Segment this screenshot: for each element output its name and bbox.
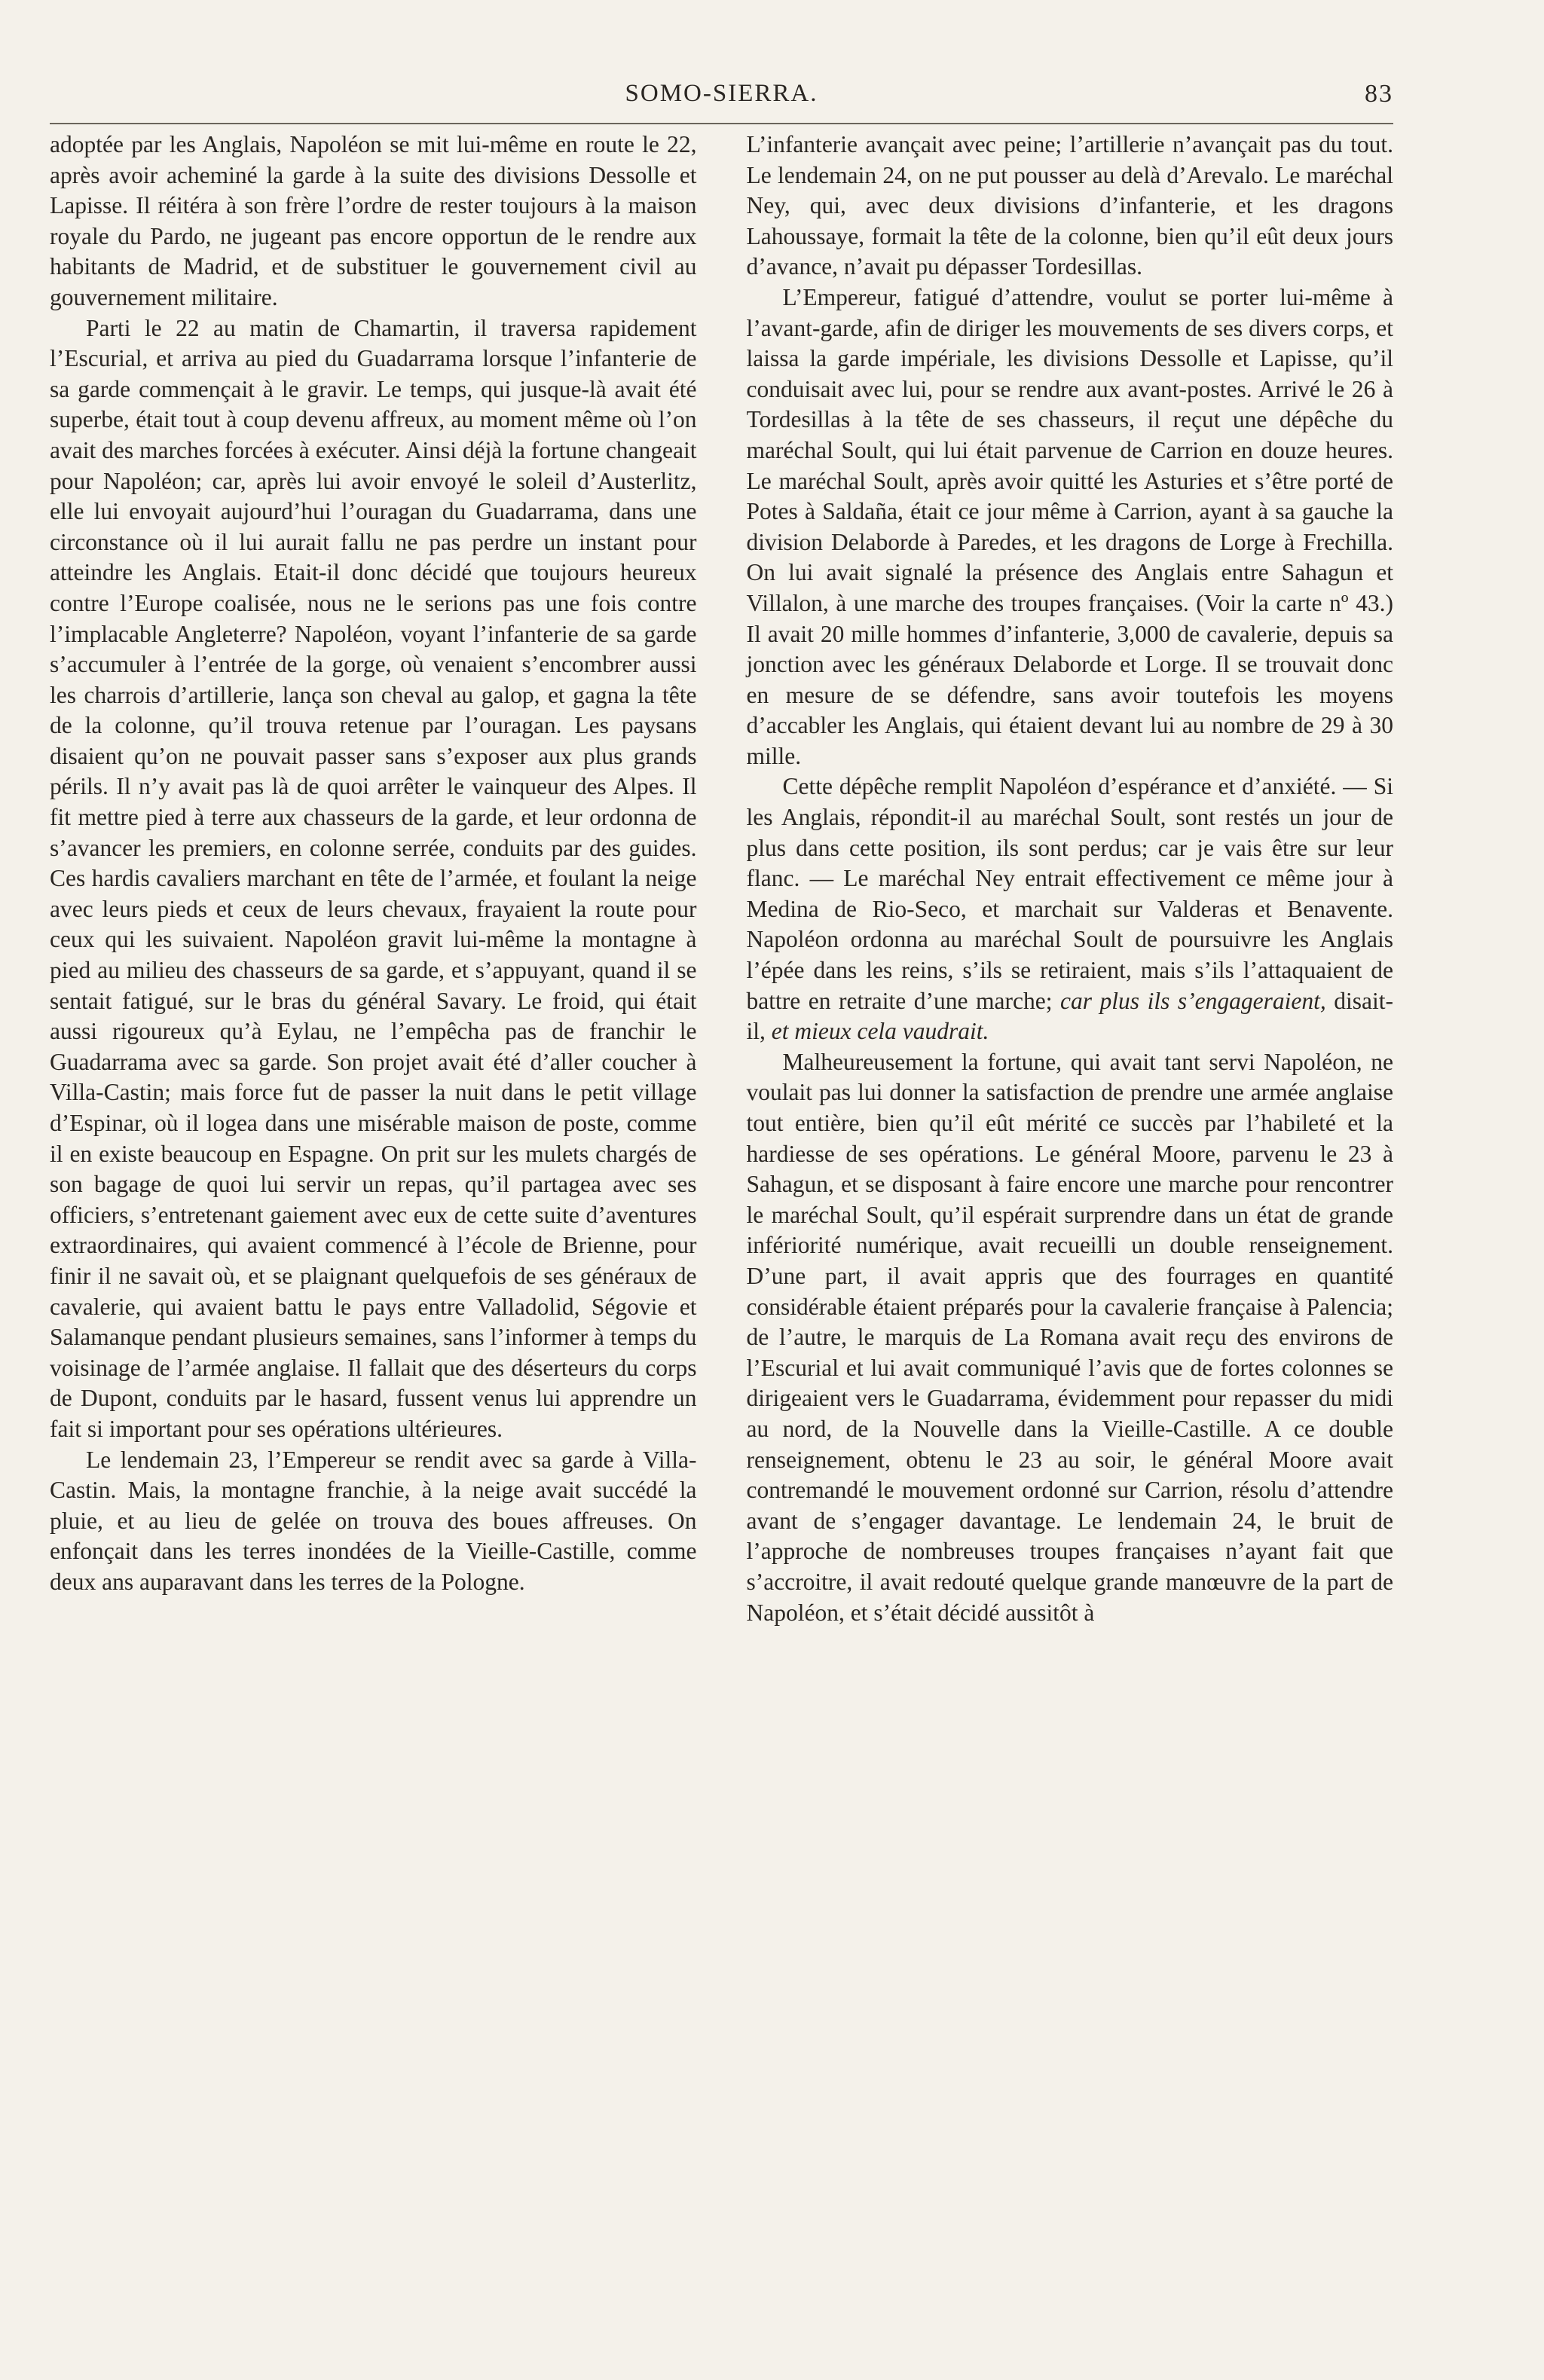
paragraph: Le lendemain 23, l’Empereur se rendit avec sa garde à Villa-Castin. Mais, la montagne franchie, à la neige avait succédé la pluie, et au lieu de gelée on trouva des boues affreuses. On enfonçait dans les terres inondées de la Vieille-Castille, comme deux ans auparavant dans les terres de la Pologne. [50, 1446, 697, 1595]
header-rule [50, 123, 1393, 124]
right-column [747, 130, 1394, 1628]
paragraph: Parti le 22 au matin de Chamartin, il traversa rapidement l’Escurial, et arriva au pied du Guadarrama lorsque l’infanterie de sa garde commençait à le gravir. Le temps, qui jusque-là avait été superbe, était tout à coup devenu affreux, au moment même où l’on avait des marches forcées à exécuter. Ainsi déjà la fortune changeait pour Napoléon; car, après lui avoir envoyé le soleil d’Austerlitz, elle lui envoyait aujourd’hui l’ouragan du Guadarrama, dans une circonstance où il lui aurait fallu ne pas perdre un instant pour atteindre les Anglais. Etait-il donc décidé que toujours heureux contre l’Europe coalisée, nous ne le serions pas une fois contre l’implacable Angleterre? Napoléon, voyant l’infanterie de sa garde s’accumuler à l’entrée de la gorge, où venaient s’encombrer aussi les charrois d’artillerie, lança son cheval au galop, et gagna la tête de la colonne, qu’il trouva retenue par l’ouragan. Les paysans disaient qu’on ne pouvait passer sans s’exposer aux plus grands périls. Il n’y avait pas là de quoi arrêter le vainqueur des Alpes. Il fit mettre pied à terre aux chasseurs de la garde, et leur ordonna de s’avancer les premiers, en colonne serrée, conduits par des guides. Ces hardis cavaliers marchant en tête de l’armée, et foulant la neige avec leurs pieds et ceux de leurs chevaux, frayaient la route pour ceux qui les suivaient. Napoléon gravit lui-même la montagne à pied au milieu des chasseurs de sa garde, et s’appuyant, quand il se sentait fatigué, sur le bras du général Savary. Le froid, qui était aussi rigoureux qu’à Eylau, ne l’empêcha pas de franchir le Guadarrama avec sa garde. Son projet avait été d’aller coucher à Villa-Castin; mais force fut de passer la nuit dans le petit village d’Espinar, où il logea dans une misérable maison de poste, comme il en existe beaucoup en Espagne. On prit sur les mulets chargés de son bagage de quoi lui servir un repas, qu’il partagea avec ses officiers, s’entretenant gaiement avec eux de cette suite d’aventures extraordinaires, qui avaient commencé à l’école de Brienne, pour finir il ne savait où, et se plaignant quelquefois de ses généraux de cavalerie, qui avaient battu le pays entre Valladolid, Ségovie et Salamanque pendant plusieurs semaines, sans l’informer à temps du voisinage de l’armée anglaise. Il fallait que des déserteurs du corps de Dupont, conduits par le hasard, fussent venus lui apprendre un fait si important pour ses opérations ultérieures. [50, 314, 697, 1442]
page-number: 83 [1365, 80, 1393, 108]
quote-italic: et mieux cela vaudrait. [771, 1018, 989, 1045]
paragraph: L’infanterie avançait avec peine; l’artillerie n’avançait pas du tout. Le lendemain 24, on ne put pousser au delà d’Arevalo. Le maréchal Ney, qui, avec deux divisions d’infanterie, et les dragons Lahoussaye, formait la tête de la colonne, bien qu’il eût deux jours d’avance, n’avait pu dépasser Tordesillas. [746, 131, 1393, 280]
left-column [50, 130, 697, 1628]
quote-italic: car plus ils s’engageraient, [1059, 987, 1326, 1014]
paragraph: Malheureusement la fortune, qui avait tant servi Napoléon, ne voulait pas lui donner la satisfaction de prendre une armée anglaise tout entière, bien qu’il eût mérité ce succès par l’habileté et la hardiesse de ses opérations. Le général Moore, parvenu le 23 à Sahagun, et se disposant à faire encore une marche pour rencontrer le maréchal Soult, qu’il espérait surprendre dans un état de grande infériorité numérique, avait recueilli un double renseignement. D’une part, il avait appris que des fourrages en quantité considérable étaient préparés pour la cavalerie française à Palencia; de l’autre, le marquis de La Romana avait reçu des environs de l’Escurial et lui avait communiqué l’avis que de fortes colonnes se dirigeaient vers le Guadarrama, évidemment pour repasser du midi au nord, de la Nouvelle dans la Vieille-Castille. A ce double renseignement, obtenu le 23 au soir, le général Moore avait contremandé le mouvement ordonné sur Carrion, résolu d’attendre avant de s’engager davantage. Le lendemain 24, le bruit de l’approche de nombreuses troupes françaises n’ayant fait que s’accroitre, il avait redouté quelque grande manœuvre de la part de Napoléon, et s’était décidé aussitôt à [746, 1048, 1393, 1626]
text-columns [50, 130, 1393, 1628]
running-header [50, 75, 1393, 113]
paragraph-with-quote [747, 771, 1394, 1046]
paragraph: adoptée par les Anglais, Napoléon se mit lui-même en route le 22, après avoir acheminé la garde à la suite des divisions Dessolle et Lapisse. Il réitéra à son frère l’ordre de rester toujours à la maison royale du Pardo, ne jugeant pas encore opportun de le rendre aux habitants de Madrid, et de substituer le gouvernement civil au gouvernement militaire. [50, 131, 697, 310]
paragraph-text: disait-il, [746, 987, 1393, 1045]
paragraph-text: Cette dépêche remplit Napoléon d’espérance et d’anxiété. — Si les Anglais, répondit-il au maréchal Soult, sont restés un jour de plus dans cette position, ils sont perdus; car je vais être sur leur flanc. — Le maréchal Ney entrait effectivement ce même jour à Medina de Rio-Seco, et marchait sur Valderas et Benavente. Napoléon ordonna au maréchal Soult de poursuivre les Anglais l’épée dans les reins, s’ils se retiraient, mais s’ils l’attaquaient de battre en retraite d’une marche; [746, 773, 1393, 1014]
paragraph: L’Empereur, fatigué d’attendre, voulut se porter lui-même à l’avant-garde, afin de diriger les mouvements de ses divers corps, et laissa la garde impériale, les divisions Dessolle et Lapisse, qu’il conduisait avec lui, pour se rendre aux avant-postes. Arrivé le 26 à Tordesillas à la tête de ses chasseurs, il reçut une dépêche du maréchal Soult, qui lui était parvenue de Carrion en douze heures. Le maréchal Soult, après avoir quitté les Asturies et s’être porté de Potes à Saldaña, était ce jour même à Carrion, ayant à sa gauche la division Delaborde à Paredes, et les dragons de Lorge à Frechilla. On lui avait signalé la présence des Anglais entre Sahagun et Villalon, à une marche des troupes françaises. (Voir la carte nº 43.) Il avait 20 mille hommes d’infanterie, 3,000 de cavalerie, depuis sa jonction avec les généraux Delaborde et Lorge. Il se trouvait donc en mesure de se défendre, sans avoir toutefois les moyens d’accabler les Anglais, qui étaient devant lui au nombre de 29 à 30 mille. [746, 283, 1393, 769]
running-title: SOMO-SIERRA. [625, 80, 818, 107]
